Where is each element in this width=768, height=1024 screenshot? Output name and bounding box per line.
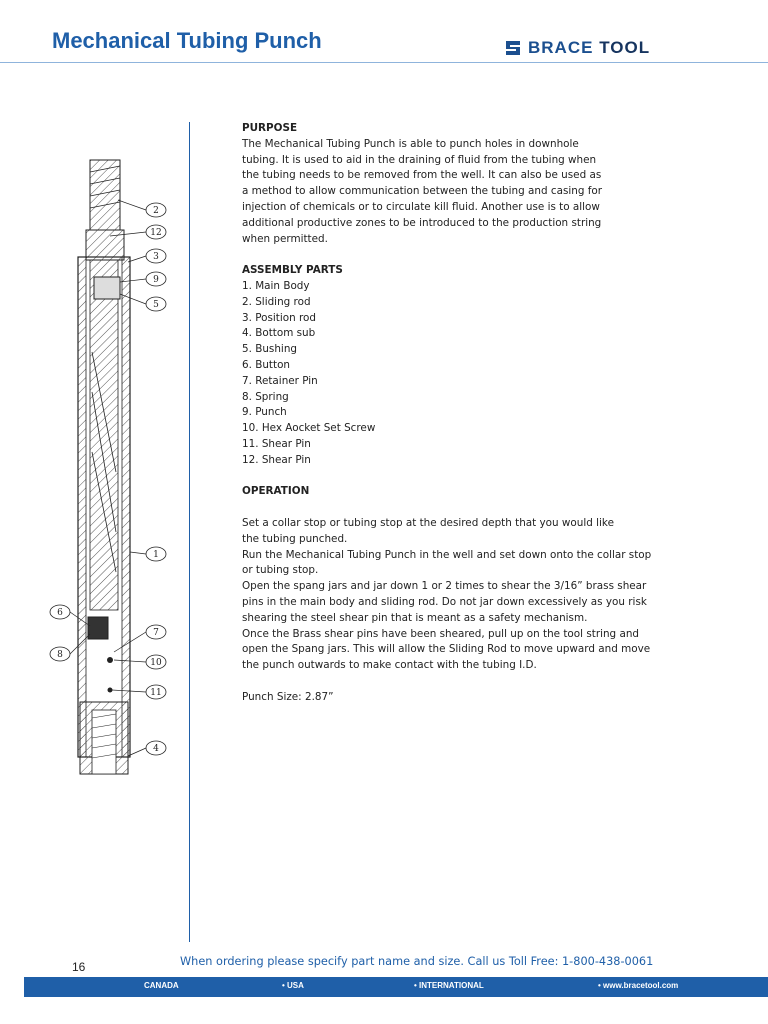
column-divider: [189, 122, 190, 942]
list-item: 7. Retainer Pin: [242, 374, 318, 387]
callout-label: 11: [150, 688, 162, 698]
ordering-note: When ordering please specify part name and size. Call us Toll Free: 1-800-438-0061: [180, 955, 654, 968]
purpose-line: injection of chemicals or to circulate kill fluid. Another use is to allow: [242, 200, 600, 213]
operation-line: the tubing punched.: [242, 532, 348, 545]
brace-logo-icon: [504, 40, 522, 56]
purpose-line: additional productive zones to be introduced to the production string: [242, 216, 602, 229]
callout-label: 12: [150, 228, 162, 238]
purpose-line: when permitted.: [242, 232, 328, 245]
list-item: 6. Button: [242, 358, 291, 371]
list-item: 2. Sliding rod: [242, 295, 311, 308]
header-divider: [0, 62, 768, 63]
purpose-line: a method to allow communication between the tubing and casing for: [242, 185, 603, 198]
operation-line: or tubing stop.: [242, 564, 319, 577]
purpose-heading: PURPOSE: [242, 122, 298, 134]
footer-usa: • USA: [282, 981, 304, 990]
operation-line: Open the spang jars and jar down 1 or 2 times to shear the 3/16” brass shear: [242, 580, 647, 593]
callout-label: 9: [153, 275, 159, 285]
operation-line: shearing the steel shear pin that is meant as a safety mechanism.: [242, 611, 588, 624]
operation-line: open the Spang jars. This will allow the Sliding Rod to move upward and move: [242, 643, 651, 656]
list-item: 8. Spring: [242, 390, 289, 403]
description-column: [242, 121, 662, 705]
brand-logo: [504, 38, 650, 58]
purpose-line: The Mechanical Tubing Punch is able to punch holes in downhole: [242, 137, 579, 150]
logo-word-brace: BRACE: [528, 38, 594, 57]
purpose-line: tubing. It is used to aid in the draining of fluid from the tubing when: [242, 153, 597, 166]
operation-heading: OPERATION: [242, 485, 310, 498]
operation-line: Run the Mechanical Tubing Punch in the well and set down onto the collar stop: [242, 548, 652, 561]
operation-line: Set a collar stop or tubing stop at the desired depth that you would like: [242, 516, 614, 529]
callout-label: 6: [57, 608, 63, 618]
assembly-heading: ASSEMBLY PARTS: [242, 264, 343, 277]
list-item: 9. Punch: [242, 406, 287, 419]
callout-label: 1: [153, 550, 159, 560]
callout-label: 5: [153, 300, 159, 310]
callout-label: 3: [153, 252, 159, 262]
footer-website[interactable]: • www.bracetool.com: [598, 981, 679, 990]
callout-label: 4: [153, 744, 159, 754]
list-item: 12. Shear Pin: [242, 453, 311, 466]
logo-word-tool: TOOL: [599, 38, 651, 57]
callout-label: 7: [153, 628, 159, 638]
callout-label: 8: [57, 650, 63, 660]
callout-label: 10: [150, 658, 162, 668]
footer-canada: CANADA: [144, 981, 179, 990]
page-title: Mechanical Tubing Punch: [52, 28, 322, 53]
purpose-line: the tubing needs to be removed from the well. It can also be used as: [242, 169, 602, 182]
list-item: 5. Bushing: [242, 343, 297, 356]
tubing-punch-drawing: [48, 152, 178, 782]
operation-line: the punch outwards to make contact with the tubing I.D.: [242, 659, 537, 672]
list-item: 4. Bottom sub: [242, 327, 316, 340]
footer-international: • INTERNATIONAL: [414, 981, 484, 990]
page-number: 16: [72, 960, 86, 974]
list-item: 11. Shear Pin: [242, 437, 311, 450]
footer-bar: [24, 977, 768, 997]
callout-label: 2: [153, 206, 159, 216]
list-item: 10. Hex Aocket Set Screw: [242, 422, 376, 435]
list-item: 3. Position rod: [242, 311, 316, 324]
assembly-parts-list: [242, 279, 662, 469]
operation-line: pins in the main body and sliding rod. Do not jar down excessively as you risk: [242, 595, 647, 608]
list-item: 1. Main Body: [242, 279, 310, 292]
operation-line: Once the Brass shear pins have been sheared, pull up on the tool string and: [242, 627, 640, 640]
punch-size: Punch Size: 2.87”: [242, 690, 334, 703]
